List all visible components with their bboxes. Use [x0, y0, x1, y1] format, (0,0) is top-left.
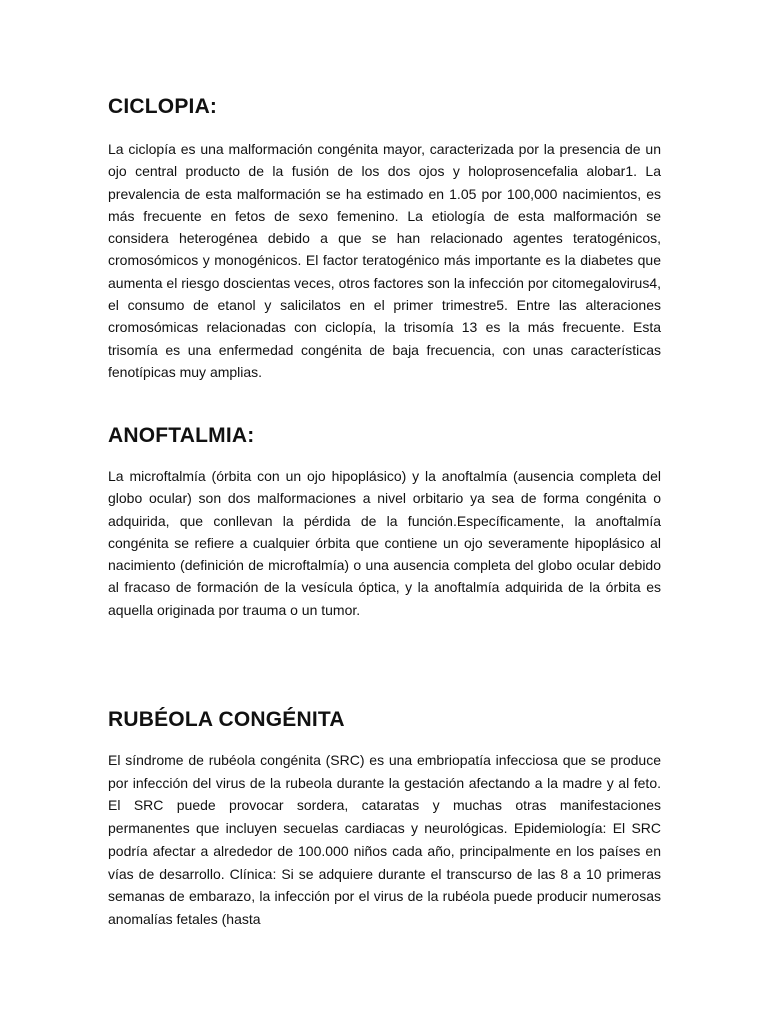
section-paragraph: La microftalmía (órbita con un ojo hipoplásico) y la anoftalmía (ausencia completa del globo ocular) son dos malformaciones a nivel orbitario ya sea de forma congénita o adquirida, que conllevan la pérdida de la función.Específicamente, la anoftalmía congénita se refiere a cualquier órbita que contiene un ojo severamente hipoplásico al nacimiento (definición de microftalmía) o una ausencia completa del globo ocular debido al fracaso de formación de la vesícula óptica, y la anoftalmía adquirida de la órbita es aquella originada por trauma o un tumor. [108, 468, 661, 618]
section-rubeola-congenita [108, 707, 661, 931]
section-anoftalmia [108, 423, 661, 621]
section-heading: ANOFTALMIA: [108, 424, 255, 447]
section-ciclopia [108, 94, 661, 383]
section-paragraph: El síndrome de rubéola congénita (SRC) es una embriopatía infecciosa que se produce por infección del virus de la rubeola durante la gestación afectando a la madre y al feto. El SRC puede provocar sordera, cataratas y muchas otras manifestaciones permanentes que incluyen secuelas cardiacas y neurológicas. Epidemiología: El SRC podría afectar a alrededor de 100.000 niños cada año, principalmente en los países en vías de desarrollo. Clínica: Si se adquiere durante el transcurso de las 8 a 10 primeras semanas de embarazo, la infección por el virus de la rubéola puede producir numerosas anomalías fetales (hasta [108, 752, 661, 927]
section-heading: CICLOPIA: [108, 95, 218, 118]
section-paragraph: La ciclopía es una malformación congénita mayor, caracterizada por la presencia de un ojo central producto de la fusión de los dos ojos y holoprosencefalia alobar1. La prevalencia de esta malformación se ha estimado en 1.05 por 100,000 nacimientos, es más frecuente en fetos de sexo femenino. La etiología de esta malformación se considera heterogénea debido a que se han relacionado agentes teratogénicos, cromosómicos y monogénicos. El factor teratogénico más importante es la diabetes que aumenta el riesgo doscientas veces, otros factores son la infección por citomegalovirus4, el consumo de etanol y salicilatos en el primer trimestre5. Entre las alteraciones cromosómicas relacionadas con ciclopía, la trisomía 13 es la más frecuente. Esta trisomía es una enfermedad congénita de baja frecuencia, con unas características fenotípicas muy amplias. [108, 141, 661, 380]
section-heading: RUBÉOLA CONGÉNITA [108, 708, 345, 731]
